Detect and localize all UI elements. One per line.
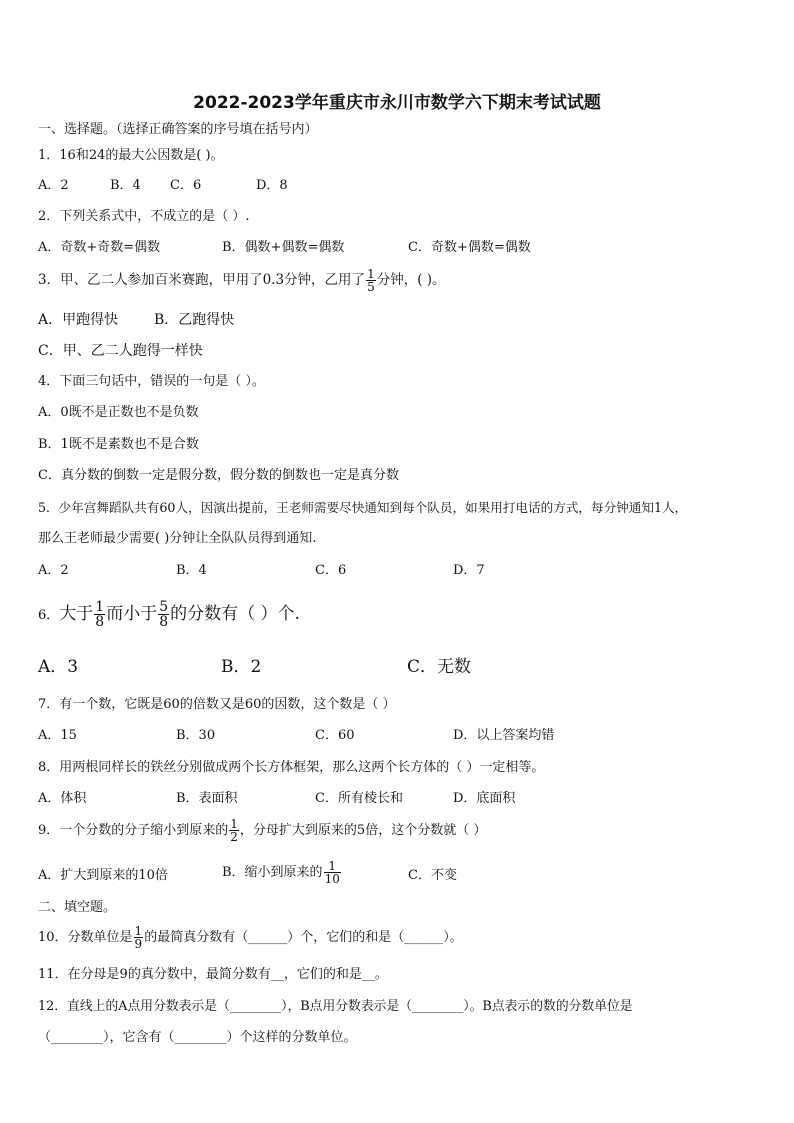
question-11: 11．在分母是9的真分数中，最简分数有__，它们的和是__。 bbox=[38, 967, 388, 982]
q1-option-b: B．4 bbox=[110, 178, 141, 193]
q9-option-b-numerator: 1 bbox=[324, 860, 341, 873]
q10-text-pre: 10．分数单位是 bbox=[38, 930, 133, 945]
q7-option-d: D．以上答案均错 bbox=[453, 728, 555, 743]
q6-f1-denominator: 8 bbox=[95, 614, 105, 630]
q4-option-b: B．1既不是素数也不是合数 bbox=[38, 437, 199, 452]
section-heading-fill: 二、填空题。 bbox=[38, 900, 117, 915]
question-2: 2．下列关系式中，不成立的是（ ）. bbox=[38, 209, 250, 224]
q1-option-d: D．8 bbox=[256, 178, 288, 193]
q7-option-a: A．15 bbox=[38, 728, 77, 743]
q10-fraction bbox=[134, 925, 144, 950]
q6-f2-denominator: 8 bbox=[159, 614, 169, 630]
q9-text-post: ，分母扩大到原来的5倍，这个分数就（ ） bbox=[239, 823, 487, 838]
q6-option-a: A．3 bbox=[38, 657, 79, 677]
question-7: 7．有一个数，它既是60的倍数又是60的因数，这个数是（ ） bbox=[38, 697, 396, 712]
question-12-line-1: 12．直线上的A点用分数表示是（________），B点用分数表示是（________）。B点表示的数的分数单位是 bbox=[38, 999, 633, 1014]
q10-denominator: 9 bbox=[134, 937, 143, 951]
q5-option-b: B．4 bbox=[176, 563, 207, 578]
question-12-line-2: （________），它含有（________）个这样的分数单位。 bbox=[38, 1030, 357, 1045]
question-5-line-2: 那么王老师最少需要( )分钟让全队队员得到通知. bbox=[38, 531, 317, 546]
q9-fraction bbox=[229, 818, 239, 843]
q6-number: 6． bbox=[38, 608, 60, 623]
q9-option-b-denominator: 10 bbox=[324, 872, 340, 886]
q4-option-c: C．真分数的倒数一定是假分数，假分数的倒数也一定是真分数 bbox=[38, 468, 399, 483]
question-3 bbox=[38, 268, 446, 293]
q5-option-c: C．6 bbox=[315, 563, 347, 578]
q3-option-a: A．甲跑得快 bbox=[38, 312, 119, 328]
q3-fraction bbox=[366, 268, 376, 293]
q9-option-c: C．不变 bbox=[408, 868, 457, 883]
q6-option-b: B．2 bbox=[221, 657, 262, 677]
q2-option-b: B．偶数+偶数=偶数 bbox=[222, 240, 345, 255]
q9-denominator: 2 bbox=[230, 830, 238, 844]
q3-text-post: 分钟，( )。 bbox=[376, 272, 446, 288]
q2-option-c: C．奇数+偶数=偶数 bbox=[408, 240, 531, 255]
q8-option-d: D．底面积 bbox=[453, 791, 516, 806]
q6-fraction-1 bbox=[94, 600, 105, 629]
q6-option-c: C．无数 bbox=[407, 657, 472, 677]
q3-denominator: 5 bbox=[367, 280, 375, 294]
q10-text-post: 的最简真分数有（______）个，它们的和是（______）。 bbox=[144, 930, 463, 945]
q6-fraction-2 bbox=[158, 600, 169, 629]
q1-option-a: A．2 bbox=[38, 178, 69, 193]
q6-text-pre: 大于 bbox=[59, 604, 94, 624]
question-4: 4．下面三句话中，错误的一句是（ ）。 bbox=[38, 374, 265, 389]
question-6 bbox=[38, 600, 300, 629]
q9-option-b-fraction bbox=[324, 860, 341, 885]
q6-f2-numerator: 5 bbox=[159, 599, 169, 615]
question-5-line-1: 5．少年宫舞蹈队共有60人，因演出提前，王老师需要尽快通知到每个队员，如果用打电话的方式，每分钟通知1人， bbox=[38, 500, 688, 515]
section-heading-choice: 一、选择题。（选择正确答案的序号填在括号内） bbox=[38, 122, 318, 137]
q9-numerator: 1 bbox=[230, 817, 238, 831]
q9-option-b-text: B．缩小到原来的 bbox=[222, 865, 323, 880]
q8-option-a: A．体积 bbox=[38, 791, 87, 806]
q6-text-post: 的分数有（ ）个. bbox=[170, 604, 300, 624]
question-10 bbox=[38, 925, 463, 950]
q7-option-b: B．30 bbox=[176, 728, 216, 743]
q6-f1-numerator: 1 bbox=[95, 599, 105, 615]
question-1: 1．16和24的最大公因数是( )。 bbox=[38, 148, 224, 163]
q5-option-a: A．2 bbox=[38, 563, 69, 578]
q6-text-mid: 而小于 bbox=[106, 604, 158, 624]
q9-option-b bbox=[222, 860, 342, 885]
q3-option-b: B．乙跑得快 bbox=[154, 312, 235, 328]
q7-option-c: C．60 bbox=[315, 728, 355, 743]
q2-option-a: A．奇数+奇数=偶数 bbox=[38, 240, 161, 255]
q4-option-a: A．0既不是正数也不是负数 bbox=[38, 405, 199, 420]
page-title: 2022-2023学年重庆市永川市数学六下期末考试试题 bbox=[193, 93, 601, 113]
q10-numerator: 1 bbox=[134, 924, 143, 938]
q8-option-b: B．表面积 bbox=[176, 791, 238, 806]
q9-option-a: A．扩大到原来的10倍 bbox=[38, 868, 168, 883]
q1-option-c: C．6 bbox=[170, 178, 202, 193]
q5-option-d: D．7 bbox=[453, 563, 485, 578]
q9-text-pre: 9．一个分数的分子缩小到原来的 bbox=[38, 823, 229, 838]
question-9 bbox=[38, 818, 486, 843]
q3-option-c: C．甲、乙二人跑得一样快 bbox=[38, 343, 203, 359]
q3-numerator: 1 bbox=[367, 267, 375, 281]
question-8: 8．用两根同样长的铁丝分别做成两个长方体框架，那么这两个长方体的（ ）一定相等。 bbox=[38, 760, 545, 775]
q3-text-pre: 3．甲、乙二人参加百米赛跑，甲用了0.3分钟，乙用了 bbox=[38, 272, 366, 288]
q8-option-c: C．所有棱长和 bbox=[315, 791, 403, 806]
